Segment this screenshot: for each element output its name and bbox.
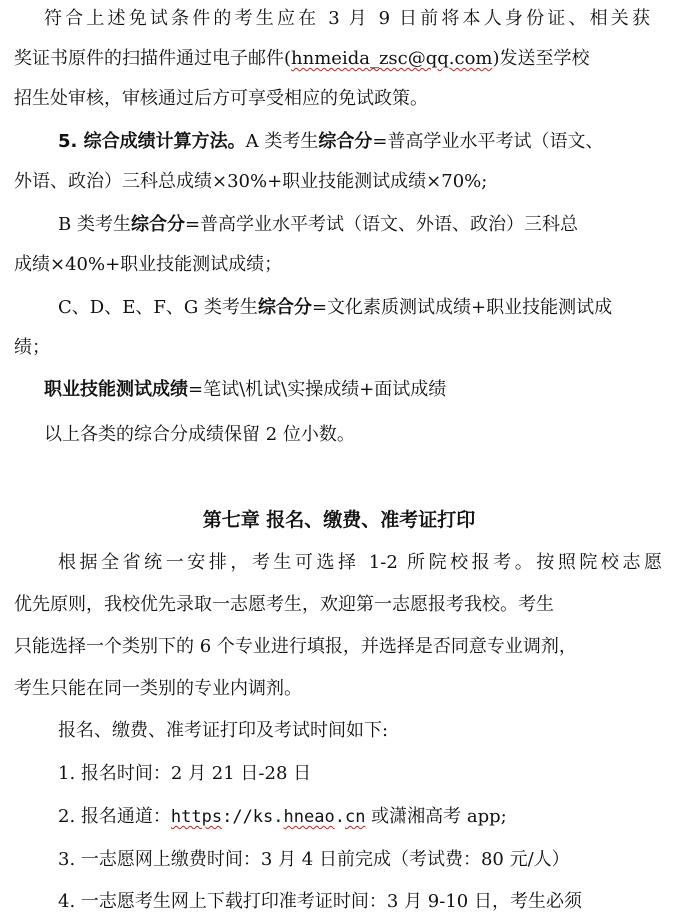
exempt-line-2-pre: 奖证书原件的扫描件通过电子邮件( — [14, 48, 292, 69]
ch7-p1-line-1 — [58, 550, 662, 576]
list-item-admission-ticket — [58, 889, 582, 915]
ch7-p1-line-4 — [14, 676, 302, 702]
ch7-p2-text: 报名、缴费、准考证打印及考试时间如下: — [58, 720, 389, 741]
list-item-registration-time — [58, 761, 311, 787]
list-item-registration-channel — [58, 804, 507, 830]
section5-b-line2: 成绩×40%+职业技能测试成绩； — [14, 254, 283, 275]
ch7-p2 — [58, 718, 388, 744]
decimal-note — [44, 422, 355, 448]
exempt-line-1-text: 符合上述免试条件的考生应在 3 月 9 日前将本人身份证、相关获 — [44, 8, 650, 29]
url-cn: cn — [344, 807, 366, 827]
section5-a-line2: 外语、政治）三科总成绩×30%+职业技能测试成绩×70%; — [14, 171, 488, 192]
exempt-line-1 — [44, 6, 650, 32]
ch7-p1-line-3 — [14, 634, 577, 660]
section5-b-prefix: B 类考生 — [58, 214, 131, 235]
section5-b-line-1 — [58, 212, 578, 238]
list-item-payment-time — [58, 847, 570, 873]
section5-a-rest: =普高学业水平考试（语文、 — [372, 131, 604, 152]
skill-score-bold: 职业技能测试成绩 — [44, 379, 188, 400]
url-https: https — [170, 807, 223, 827]
section5-c-bold: 综合分 — [257, 297, 312, 318]
section5-c-line-1 — [58, 295, 612, 321]
url-domain-a: ://ks. — [222, 807, 284, 827]
ch7-p1-line-1-text: 根据全省统一安排，考生可选择 1-2 所院校报考。按照院校志愿 — [58, 552, 662, 573]
decimal-note-text: 以上各类的综合分成绩保留 2 位小数。 — [44, 424, 355, 445]
section5-c-rest: =文化素质测试成绩+职业技能测试成 — [311, 297, 613, 318]
exempt-line-3 — [14, 86, 428, 112]
exempt-line-2-post: )发送至学校 — [492, 48, 590, 69]
registration-channel-app: 或潇湘高考 app; — [365, 806, 507, 827]
list-item-admission-ticket-text: 4. 一志愿考生网上下载打印准考证时间：3 月 9-10 日，考生必须 — [58, 891, 582, 912]
section5-heading: 5. 综合成绩计算方法。 — [58, 131, 246, 152]
section5-c-prefix: C、D、E、F、G 类考生 — [58, 297, 258, 318]
list-item-payment-time-text: 3. 一志愿网上缴费时间：3 月 4 日前完成（考试费：80 元/人） — [58, 849, 570, 870]
skill-score-rest: =笔试\机试\实操成绩+面试成绩 — [188, 379, 447, 400]
url-dot: . — [334, 807, 345, 827]
ch7-p1-line-2-text: 优先原则，我校优先录取一志愿考生，欢迎第一志愿报考我校。考生 — [14, 594, 554, 615]
registration-channel-label: 2. 报名通道： — [58, 806, 171, 827]
section5-c-line2: 绩； — [14, 337, 50, 358]
section5-b-bold: 综合分 — [130, 214, 185, 235]
skill-score-line — [44, 377, 446, 403]
section5-b-rest: =普高学业水平考试（语文、外语、政治）三科总 — [184, 214, 579, 235]
ch7-p1-line-4-text: 考生只能在同一类别的专业内调剂。 — [14, 678, 302, 699]
chapter-title: 第七章 报名、缴费、准考证打印 — [202, 509, 476, 531]
list-item-registration-time-text: 1. 报名时间：2 月 21 日-28 日 — [58, 763, 312, 784]
email-address: hnmeida_zsc@qq.com — [291, 48, 493, 69]
exempt-line-2 — [14, 46, 590, 72]
section5-c-line-2 — [14, 335, 50, 361]
exempt-line-3-text: 招生处审核，审核通过后方可享受相应的免试政策。 — [14, 88, 428, 109]
ch7-p1-line-2 — [14, 592, 664, 618]
ch7-p1-line-3-text: 只能选择一个类别下的 6 个专业进行填报，并选择是否同意专业调剂， — [14, 636, 577, 657]
url-hneao: hneao — [283, 807, 335, 827]
section5-line-2 — [14, 169, 487, 195]
section5-b-line-2 — [14, 252, 282, 278]
section5-a-bold: 综合分 — [318, 131, 373, 152]
section5-line-1 — [58, 129, 603, 155]
section5-a-prefix: A 类考生 — [245, 131, 319, 152]
